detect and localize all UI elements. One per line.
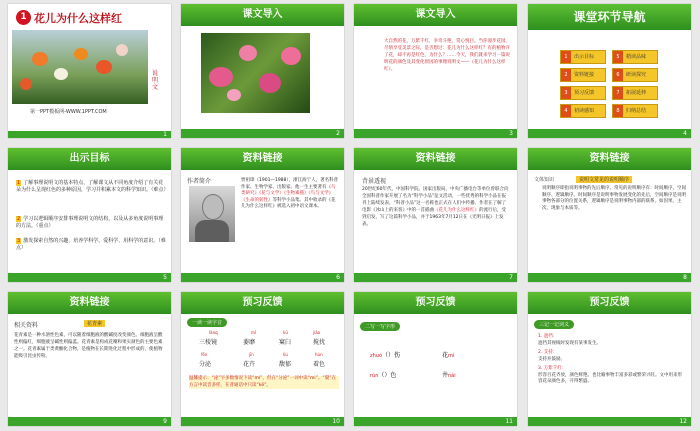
slide-header: 课文导入: [354, 4, 517, 26]
item-4: 井nài: [442, 372, 456, 379]
flower-photo: [12, 30, 148, 104]
word: 花卉: [243, 361, 256, 368]
section-pill: 三记一记词义: [534, 320, 574, 329]
section-label: 相关资料: [14, 322, 39, 329]
site-credit: 第一PPT模板网-WWW.1PPT.COM: [30, 109, 107, 115]
nav-item-6[interactable]: 6 研读探究: [612, 68, 658, 82]
pinyin: jiǎo: [313, 330, 321, 335]
author-bio: 贾祖璋（1901—1988），浙江海宁人，著名科普作家、生物学家、出版家。他一生主要著有《鸟类研究》《花与文学》《生物素描》《鸟与文学》《生命的韧性》等科学小品集。其中收录的《花儿为什么这样红》被选入初中语文课本。: [241, 178, 339, 209]
slide-thumbnail-11[interactable]: [354, 292, 517, 426]
nav-item-4[interactable]: 4 初读感知: [560, 104, 606, 118]
slide-thumbnail-10[interactable]: [181, 292, 344, 426]
section-label: 背景透视: [362, 178, 387, 185]
author-portrait: [189, 186, 235, 242]
slide-thumbnail-3[interactable]: [354, 4, 517, 138]
nav-item-8[interactable]: 8 归纳总结: [612, 104, 658, 118]
topic-badge: 说明文常见的说明顺序: [576, 176, 632, 183]
genre-tag: 说明文: [152, 70, 159, 91]
pinyin: hùn: [315, 352, 323, 357]
section-pill: 二写一写字形: [360, 322, 400, 331]
vocab-3: 3. 万紫千红： 形容百花齐放，颜色鲜艳。也比喻事物丰富多彩或繁荣兴旺。文中用来形容花朵颜色多，开得繁盛。: [538, 366, 682, 384]
nav-item-5[interactable]: 5 精读品味: [612, 50, 658, 64]
slide-footer: 12: [528, 417, 691, 426]
nav-title: 课堂环节导航: [573, 10, 646, 24]
pinyin: lǎnq: [209, 330, 218, 335]
pinyin: liú: [283, 352, 288, 357]
word: 萎靡: [243, 339, 256, 346]
goal-3: 3 激发探索自然的兴趣，培养学科学、爱科学、用科学的意识。（难点）: [16, 238, 166, 251]
pinyin: fēn: [201, 352, 208, 357]
slide-footer: 11: [354, 417, 517, 426]
pinyin: kū: [283, 330, 288, 335]
word: 搅扰: [313, 339, 326, 346]
section-label: 文体知识: [534, 177, 555, 183]
nav-item-3[interactable]: 3 预习反馈: [560, 86, 606, 100]
slide-thumbnail-6[interactable]: [181, 148, 344, 282]
pinyin: jīn: [249, 352, 254, 357]
slide-footer: 6: [181, 273, 344, 282]
slide-footer: 3: [354, 129, 517, 138]
vocab-2: 2. 支持： 支持并鼓励。: [538, 350, 565, 362]
tip-note: 温馨提示：“泌”字多数情况下读“mì”，但在“分泌”一词中读“mì”。“窠”在方言中读音多样，在普通话中只读“kē”。: [189, 376, 339, 389]
slide-header: 预习反馈: [181, 292, 344, 314]
slide-footer: 9: [8, 417, 171, 426]
slide-thumbnail-7[interactable]: [354, 148, 517, 282]
slide-footer: 7: [354, 273, 517, 282]
slide-header: 资料链接: [354, 148, 517, 170]
slide-header: 资料链接: [181, 148, 344, 170]
slide-footer: 1: [8, 131, 171, 138]
slide-thumbnail-9[interactable]: [8, 292, 171, 426]
background-text: 20世纪60年代，中国科学院、国家出版局、中央广播电台等单位曾联合向全国科普作家开展了名为“科学小品”征文活动，一些优秀的科学小品在报刊上陆续发表，“科普小品”这一名称也正式在人们中传播。作者在了解了电影《冰山上的来客》中的一首插曲《花儿为什么这样红》的流行后，受到启发，写了这篇科学小品，并于1963年7月12日在《光明日报》上发表。: [362, 187, 509, 227]
word: 馥郁: [279, 361, 292, 368]
slide-title: 花儿为什么这样红: [34, 12, 122, 25]
goal-2: 2 学习以逻辑顺序安排事理说明文的结构，以及从多角度说明事理的方法。（重点）: [16, 216, 164, 229]
pinyin: mǐ: [251, 330, 257, 335]
peony-photo: [201, 33, 310, 113]
goal-1: 1 了解事理说明文的基本特点，了解课文从不同角度介绍了有关花朵为什么呈现红色的多种原因，学习并积累本文的科学知识。（难点）: [16, 180, 169, 193]
slide-footer: 5: [8, 273, 171, 282]
item-1: zhuó（）伤: [370, 352, 401, 359]
vocab-1: 1. 遮挡： 遮挡其视线时发现有某事发生。: [538, 334, 601, 346]
slide-header: 课文导入: [181, 4, 344, 26]
topic-badge: 花青素: [84, 320, 105, 327]
slide-footer: 4: [528, 129, 691, 138]
section-pill: 一读一读字音: [187, 318, 227, 327]
slide-thumbnail-1[interactable]: [8, 4, 171, 138]
slide-header: 资料链接: [8, 292, 171, 314]
slide-thumbnail-8[interactable]: [528, 148, 691, 282]
word: 着色: [313, 361, 326, 368]
slide-header: 预习反馈: [528, 292, 691, 314]
slide-footer: 10: [181, 417, 344, 426]
slide-thumbnail-2[interactable]: [181, 4, 344, 138]
genre-text: 说明顺序即指说明事物的先后顺序。常见的说明顺序有：时间顺序、空间顺序、逻辑顺序。时间顺序是说明事物发展变化的先后，空间顺序是说明事物各部分的位置关系，逻辑顺序是说明事物内部的联系，如因果、主次、现象与本质等。: [542, 186, 686, 211]
word: 三棱镜: [199, 339, 218, 346]
slide-thumbnail-5[interactable]: [8, 148, 171, 282]
title-badge: 1: [16, 10, 31, 25]
section-label: 作者简介: [187, 178, 212, 185]
slide-thumbnail-4[interactable]: [528, 4, 691, 138]
word: 窠臼: [279, 339, 292, 346]
nav-item-2[interactable]: 2 资料链接: [560, 68, 606, 82]
slide-footer: 2: [181, 129, 344, 138]
slide-header: 预习反馈: [354, 292, 517, 314]
slide-header: 出示目标: [8, 148, 171, 170]
related-text: 花青素是一种水溶性色素，可以随着细胞液的酸碱度改变颜色。细胞液呈酸性则偏红，细胞液呈碱性则偏蓝。花青素是构成花瓣和果实颜色的主要色素之一。花青素属于类黄酮化合物，是植物在长期进化过程中形成的，使植物能吸引昆虫传粉。: [14, 333, 163, 359]
item-2: 花mì: [442, 352, 455, 359]
slide-footer: 8: [528, 273, 691, 282]
slide-header: 资料链接: [528, 148, 691, 170]
intro-text: 大自然的花，万紫千红，争奇斗艳，赏心悦目。当你漫步花园，尽情享受美景之际，是否想过：花儿为什么这样红？有的植物开了花，却不再是红色，为什么？……今天，我们就来学习一篇说明花的颜色及其变化原因的事理说明文——《花儿为什么这样红》。: [384, 39, 510, 72]
nav-item-1[interactable]: 1 出示目标: [560, 50, 606, 64]
slide-thumbnail-12[interactable]: [528, 292, 691, 426]
item-3: rùn（）色: [370, 372, 397, 379]
word: 分泌: [199, 361, 212, 368]
nav-item-7[interactable]: 7 拓展延伸: [612, 86, 658, 100]
